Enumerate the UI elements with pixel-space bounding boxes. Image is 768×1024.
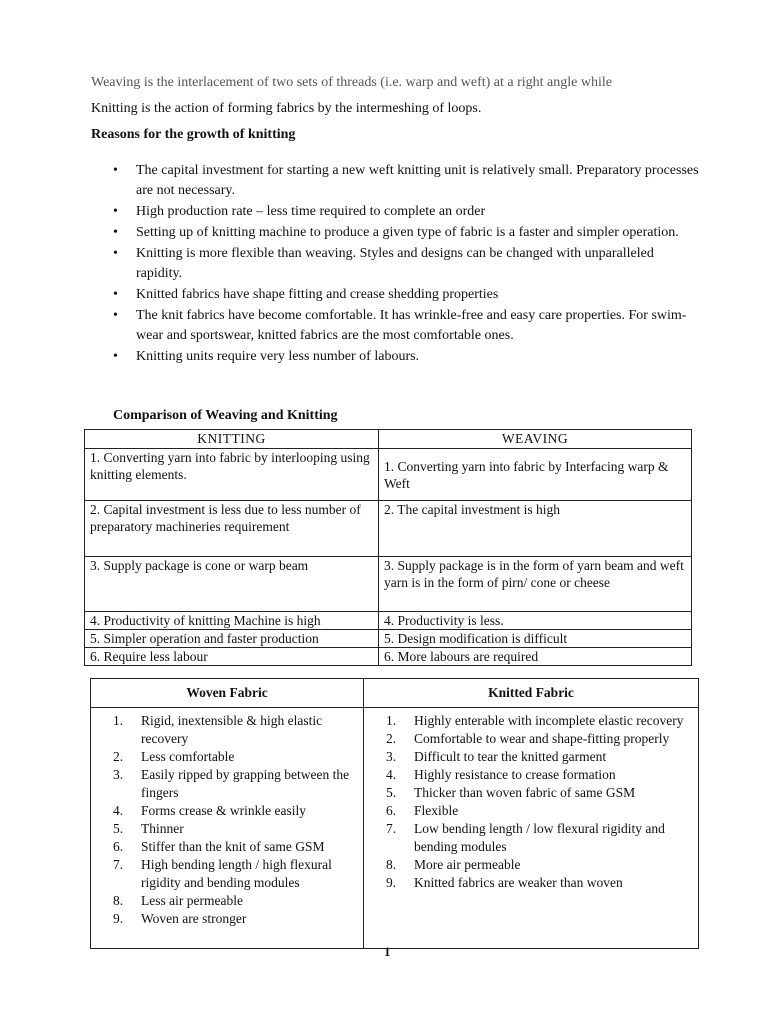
table-cell: 3. Supply package is in the form of yarn beam and weft yarn is in the form of pirn/ cone or cheese [379, 557, 692, 612]
column-header-woven: Woven Fabric [91, 679, 364, 708]
table-row [85, 557, 692, 612]
table-row [91, 708, 699, 949]
comparison-heading: Comparison of Weaving and Knitting [113, 408, 338, 423]
reason-item: • Knitting units require very less number of labours. [91, 347, 701, 367]
knitted-list [364, 712, 698, 892]
reason-item: • High production rate – less time required to complete an order [91, 202, 701, 222]
fabric-comparison-table [90, 678, 699, 949]
column-header-weaving: WEAVING [379, 430, 692, 449]
reasons-list [91, 161, 701, 368]
list-item: 7. High bending length / high flexural rigidity and bending modules [113, 857, 332, 890]
table-cell: 2. The capital investment is high [379, 501, 692, 557]
table-cell: 4. Productivity is less. [379, 612, 692, 630]
list-item: 9. Woven are stronger [113, 911, 247, 926]
table-row [85, 630, 692, 648]
list-item: 1. Rigid, inextensible & high elastic recovery [113, 713, 323, 746]
list-item: 4. Forms crease & wrinkle easily [113, 803, 306, 818]
list-item: 9. Knitted fabrics are weaker than woven [386, 875, 623, 890]
list-item: 5. Thicker than woven fabric of same GSM [386, 785, 636, 800]
table-cell: 4. Productivity of knitting Machine is high [85, 612, 379, 630]
reason-item: • Knitting is more flexible than weaving. Styles and designs can be changed with unparalleled rapidity. [91, 244, 701, 284]
reason-item: • Knitted fabrics have shape fitting and crease shedding properties [91, 285, 701, 305]
list-item: 4. Highly resistance to crease formation [386, 767, 616, 782]
table-cell: 5. Design modification is difficult [379, 630, 692, 648]
knitting-definition: Knitting is the action of forming fabrics by the intermeshing of loops. [91, 101, 482, 116]
table-cell: 6. Require less labour [85, 648, 379, 666]
table-row [85, 501, 692, 557]
table-row [85, 612, 692, 630]
table-cell: 1. Converting yarn into fabric by Interfacing warp & Weft [379, 449, 692, 501]
list-item: 5. Thinner [113, 821, 184, 836]
woven-cell [91, 708, 364, 949]
reason-item: • The capital investment for starting a new weft knitting unit is relatively small. Preparatory processes are not necessary. [91, 161, 701, 201]
list-item: 1. Highly enterable with incomplete elastic recovery [386, 713, 684, 728]
page-number: 1 [384, 944, 391, 959]
list-item: 2. Less comfortable [113, 749, 235, 764]
reason-item: • Setting up of knitting machine to produce a given type of fabric is a faster and simpler operation. [91, 223, 701, 243]
list-item: 8. More air permeable [386, 857, 521, 872]
table-cell: 2. Capital investment is less due to less number of preparatory machineries requirement [85, 501, 379, 557]
table-row [85, 449, 692, 501]
list-item: 7. Low bending length / low flexural rigidity and bending modules [386, 821, 665, 854]
list-item: 3. Difficult to tear the knitted garment [386, 749, 607, 764]
column-header-knitting: KNITTING [85, 430, 379, 449]
weaving-definition: Weaving is the interlacement of two sets of threads (i.e. warp and weft) at a right angle while [91, 75, 612, 90]
list-item: 3. Easily ripped by grapping between the fingers [113, 767, 350, 800]
comparison-table [84, 429, 692, 666]
column-header-knitted: Knitted Fabric [364, 679, 699, 708]
list-item: 6. Flexible [386, 803, 459, 818]
reason-item: • The knit fabrics have become comfortable. It has wrinkle-free and easy care properties. For swim-wear and sportswear, knitted fabrics are the most comfortable ones. [91, 306, 701, 346]
table-row [85, 648, 692, 666]
list-item: 6. Stiffer than the knit of same GSM [113, 839, 325, 854]
table-header-row [85, 430, 692, 449]
table-cell: 3. Supply package is cone or warp beam [85, 557, 379, 612]
table-cell: 1. Converting yarn into fabric by interlooping using knitting elements. [85, 449, 379, 501]
knitted-cell [364, 708, 699, 949]
list-item: 8. Less air permeable [113, 893, 243, 908]
table-header-row [91, 679, 699, 708]
reasons-heading: Reasons for the growth of knitting [91, 127, 296, 142]
table-cell: 5. Simpler operation and faster production [85, 630, 379, 648]
list-item: 2. Comfortable to wear and shape-fitting properly [386, 731, 670, 746]
table-cell: 6. More labours are required [379, 648, 692, 666]
woven-list [91, 712, 363, 928]
